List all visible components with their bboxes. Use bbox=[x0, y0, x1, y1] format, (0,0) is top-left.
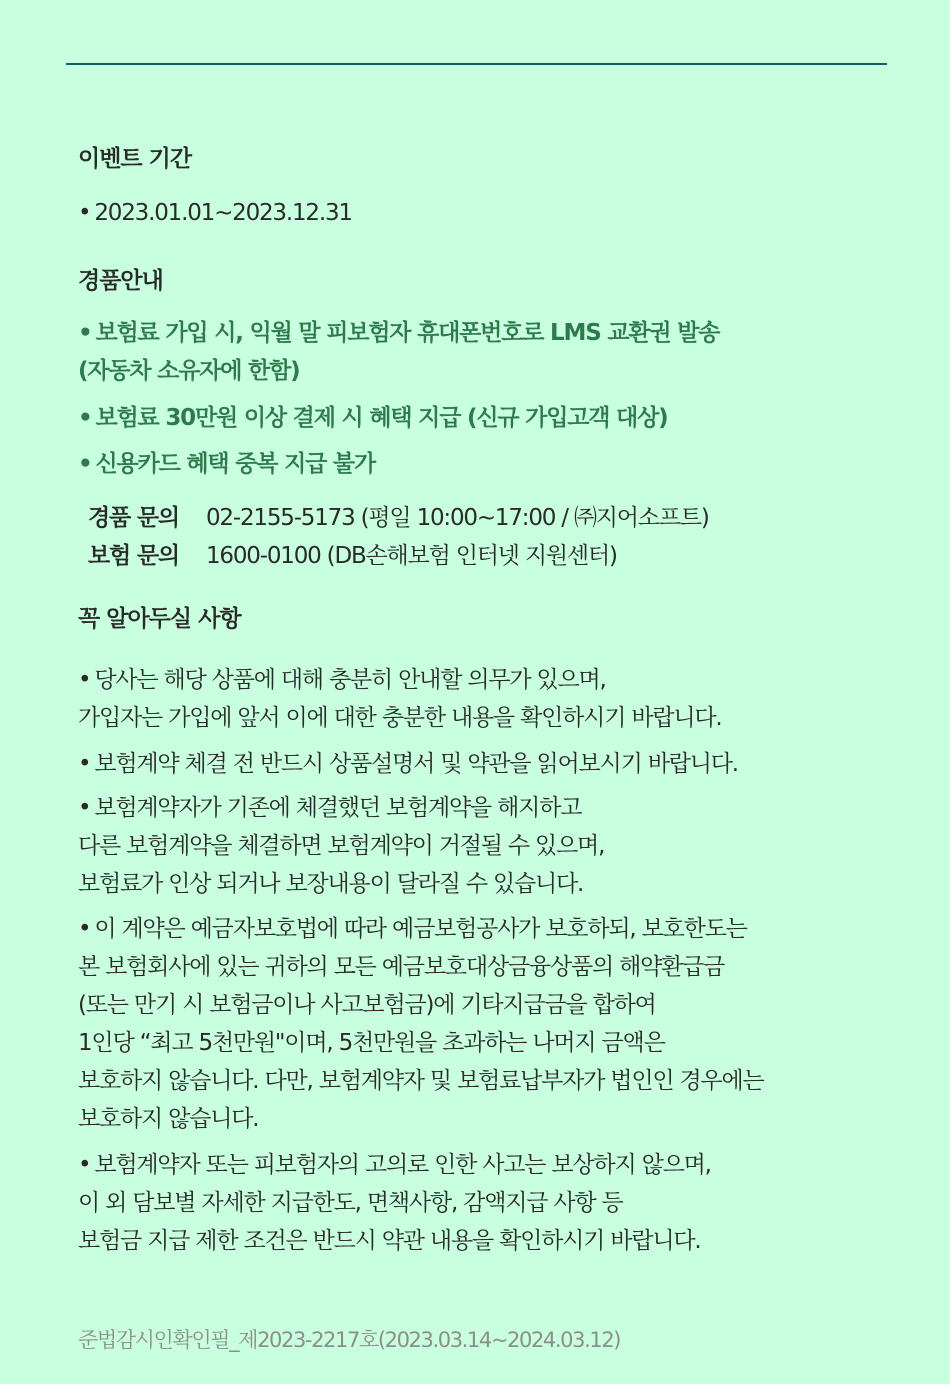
event-period-heading: 이벤트 기간 bbox=[78, 146, 192, 172]
bullet-icon: • bbox=[78, 751, 91, 777]
bullet-icon: • bbox=[78, 916, 91, 942]
bullet-icon: • bbox=[78, 795, 91, 821]
prize-info-item: • 보험료 가입 시, 익월 말 피보험자 휴대폰번호로 LMS 교환권 발송 bbox=[78, 314, 719, 352]
notice-item-continued: 다른 보험계약을 체결하면 보험계약이 거절될 수 있으며, bbox=[78, 833, 605, 859]
notice-item-continued: 보험금 지급 제한 조건은 반드시 약관 내용을 확인하시기 바랍니다. bbox=[78, 1228, 701, 1254]
notice-item: • 이 계약은 예금자보호법에 따라 예금보험공사가 보호하되, 보호한도는 bbox=[78, 910, 747, 948]
contact-label: 보험 문의 bbox=[88, 543, 179, 569]
bullet-icon: • bbox=[78, 200, 91, 226]
bullet-icon: • bbox=[78, 405, 92, 431]
notice-item-continued: (또는 만기 시 보험금이나 사고보험금)에 기타지급금을 합하여 bbox=[78, 992, 656, 1018]
notice-item: • 보험계약 체결 전 반드시 상품설명서 및 약관을 읽어보시기 바랍니다. bbox=[78, 745, 738, 783]
prize-info-item: • 보험료 30만원 이상 결제 시 혜택 지급 (신규 가입고객 대상) bbox=[78, 399, 667, 437]
contact-row-prize bbox=[88, 499, 709, 537]
prize-info-item: • 신용카드 혜택 중복 지급 불가 bbox=[78, 445, 375, 483]
contact-label: 경품 문의 bbox=[88, 505, 179, 531]
notice-item-continued: 보험료가 인상 되거나 보장내용이 달라질 수 있습니다. bbox=[78, 871, 584, 897]
notice-item-continued: 1인당 “최고 5천만원"이며, 5천만원을 초과하는 나머지 금액은 bbox=[78, 1030, 665, 1056]
bullet-icon: • bbox=[78, 320, 92, 346]
bullet-icon: • bbox=[78, 1152, 91, 1178]
notice-item: • 보험계약자 또는 피보험자의 고의로 인한 사고는 보상하지 않으며, bbox=[78, 1146, 711, 1184]
event-period-item: • 2023.01.01~2023.12.31 bbox=[78, 194, 352, 232]
notice-heading: 꼭 알아두실 사항 bbox=[78, 606, 241, 632]
notice-item: • 당사는 해당 상품에 대해 충분히 안내할 의무가 있으며, bbox=[78, 661, 606, 699]
contact-row-insurance bbox=[88, 537, 617, 575]
prize-info-item-continued: (자동차 소유자에 한함) bbox=[78, 358, 300, 384]
notice-item-continued: 가입자는 가입에 앞서 이에 대한 충분한 내용을 확인하시기 바랍니다. bbox=[78, 705, 722, 731]
notice-item-continued: 이 외 담보별 자세한 지급한도, 면책사항, 감액지급 사항 등 bbox=[78, 1190, 623, 1216]
contact-value: 1600-0100 (DB손해보험 인터넷 지원센터) bbox=[206, 543, 617, 569]
notice-item-continued: 보호하지 않습니다. 다만, 보험계약자 및 보험료납부자가 법인인 경우에는 bbox=[78, 1068, 764, 1094]
bullet-icon: • bbox=[78, 451, 92, 477]
top-divider bbox=[66, 63, 887, 65]
prize-info-heading: 경품안내 bbox=[78, 268, 163, 294]
notice-item: • 보험계약자가 기존에 체결했던 보험계약을 해지하고 bbox=[78, 789, 581, 827]
notice-item-continued: 본 보험회사에 있는 귀하의 모든 예금보호대상금융상품의 해약환급금 bbox=[78, 954, 725, 980]
compliance-approval-number: 준법감시인확인필_제2023-2217호(2023.03.14~2024.03.12) bbox=[78, 1328, 621, 1352]
contact-value: 02-2155-5173 (평일 10:00~17:00 / ㈜지어소프트) bbox=[206, 505, 709, 531]
notice-item-continued: 보호하지 않습니다. bbox=[78, 1106, 259, 1132]
bullet-icon: • bbox=[78, 667, 91, 693]
